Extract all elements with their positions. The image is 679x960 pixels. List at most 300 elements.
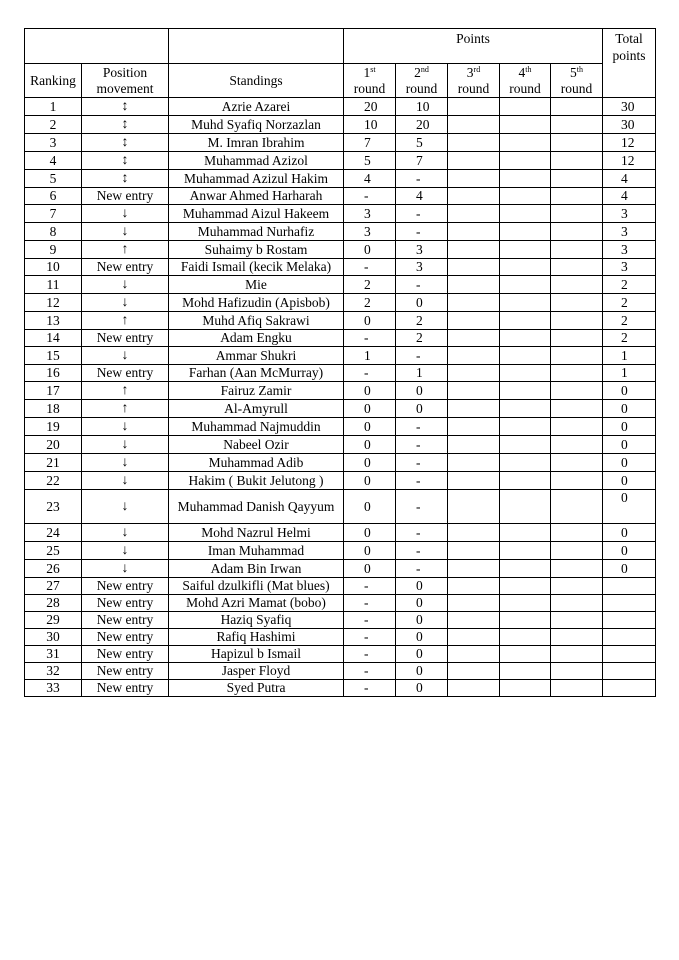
round4-cell: [500, 472, 551, 490]
round2-cell: -: [396, 436, 448, 454]
movement-cell: [82, 472, 169, 490]
total-cell: 30: [603, 98, 656, 116]
rank-cell: 4: [25, 152, 82, 170]
total-cell: [603, 646, 656, 663]
rank-cell: 13: [25, 312, 82, 330]
round4-cell: [500, 595, 551, 612]
round4-cell: [500, 205, 551, 223]
rank-cell: 32: [25, 663, 82, 680]
total-cell: 0: [603, 418, 656, 436]
round1-cell: -: [344, 663, 396, 680]
position-movement-header: Position movement: [82, 64, 169, 98]
rank-cell: 30: [25, 629, 82, 646]
round1-cell: -: [344, 612, 396, 629]
round1-cell: -: [344, 595, 396, 612]
round3-cell: [448, 663, 500, 680]
movement-cell: [82, 294, 169, 312]
round2-cell: -: [396, 542, 448, 560]
name-cell: Mohd Nazrul Helmi: [169, 524, 344, 542]
name-cell: Nabeel Ozir: [169, 436, 344, 454]
table-row: [25, 542, 656, 560]
round3-cell: [448, 418, 500, 436]
round3-cell: [448, 365, 500, 382]
round5-cell: [551, 365, 603, 382]
arrow-up-icon: ↑: [121, 383, 129, 398]
round4-cell: [500, 418, 551, 436]
round3-cell: [448, 134, 500, 152]
round3-cell: [448, 205, 500, 223]
movement-cell: [82, 223, 169, 241]
round3-cell: [448, 294, 500, 312]
movement-cell: New entry: [82, 612, 169, 629]
round3-cell: [448, 152, 500, 170]
name-cell: Mie: [169, 276, 344, 294]
movement-cell: [82, 98, 169, 116]
round1-cell: 7: [344, 134, 396, 152]
name-cell: Fairuz Zamir: [169, 382, 344, 400]
table-row: [25, 454, 656, 472]
round3-cell: [448, 680, 500, 697]
round2-cell: 0: [396, 595, 448, 612]
round3-cell: [448, 347, 500, 365]
table-row: [25, 116, 656, 134]
table-row: [25, 347, 656, 365]
total-cell: 2: [603, 294, 656, 312]
round1-cell: -: [344, 680, 396, 697]
round2-cell: 0: [396, 578, 448, 595]
round3-cell: [448, 524, 500, 542]
table-row: [25, 472, 656, 490]
round1-cell: 0: [344, 490, 396, 524]
rank-cell: 3: [25, 134, 82, 152]
round-header: 1st round: [344, 64, 396, 98]
rank-cell: 1: [25, 98, 82, 116]
round4-cell: [500, 490, 551, 524]
round5-cell: [551, 680, 603, 697]
table-row: [25, 152, 656, 170]
round3-cell: [448, 595, 500, 612]
round2-cell: 4: [396, 188, 448, 205]
arrow-up-icon: ↑: [121, 242, 129, 257]
round1-cell: 10: [344, 116, 396, 134]
round4-cell: [500, 276, 551, 294]
arrow-down-icon: ↓: [121, 543, 129, 558]
round2-cell: 1: [396, 365, 448, 382]
name-cell: Mohd Hafizudin (Apisbob): [169, 294, 344, 312]
rank-cell: 2: [25, 116, 82, 134]
round3-cell: [448, 436, 500, 454]
movement-cell: New entry: [82, 629, 169, 646]
round4-cell: [500, 365, 551, 382]
total-cell: 0: [603, 382, 656, 400]
standings-rows: [25, 98, 656, 697]
arrow-down-icon: ↓: [121, 419, 129, 434]
round3-cell: [448, 259, 500, 276]
name-cell: Haziq Syafiq: [169, 612, 344, 629]
round5-cell: [551, 595, 603, 612]
name-cell: Iman Muhammad: [169, 542, 344, 560]
round2-cell: -: [396, 347, 448, 365]
table-row: [25, 98, 656, 116]
round5-cell: [551, 646, 603, 663]
rank-cell: 24: [25, 524, 82, 542]
total-cell: 30: [603, 116, 656, 134]
rank-cell: 14: [25, 330, 82, 347]
movement-cell: New entry: [82, 646, 169, 663]
movement-cell: [82, 205, 169, 223]
rank-cell: 5: [25, 170, 82, 188]
round1-cell: 0: [344, 436, 396, 454]
round2-cell: 3: [396, 259, 448, 276]
movement-cell: New entry: [82, 595, 169, 612]
round1-cell: 0: [344, 312, 396, 330]
table-row: [25, 524, 656, 542]
round4-cell: [500, 629, 551, 646]
name-cell: Muhd Syafiq Norzazlan: [169, 116, 344, 134]
round5-cell: [551, 188, 603, 205]
rank-cell: 8: [25, 223, 82, 241]
total-cell: 2: [603, 276, 656, 294]
round3-cell: [448, 612, 500, 629]
arrow-down-icon: ↓: [121, 473, 129, 488]
table-row: [25, 560, 656, 578]
round2-cell: -: [396, 223, 448, 241]
round3-cell: [448, 188, 500, 205]
header-row-bottom: [25, 64, 656, 98]
round5-cell: [551, 330, 603, 347]
round5-cell: [551, 259, 603, 276]
round1-cell: 2: [344, 276, 396, 294]
round2-cell: -: [396, 472, 448, 490]
header-row-top: [25, 29, 656, 64]
arrow-down-icon: ↓: [121, 525, 129, 540]
table-row: [25, 365, 656, 382]
round1-cell: 0: [344, 560, 396, 578]
round4-cell: [500, 524, 551, 542]
rank-cell: 18: [25, 400, 82, 418]
name-cell: M. Imran Ibrahim: [169, 134, 344, 152]
total-cell: [603, 680, 656, 697]
round4-cell: [500, 98, 551, 116]
round5-cell: [551, 454, 603, 472]
round5-cell: [551, 347, 603, 365]
rank-cell: 10: [25, 259, 82, 276]
round4-cell: [500, 188, 551, 205]
name-cell: Ammar Shukri: [169, 347, 344, 365]
rank-cell: 17: [25, 382, 82, 400]
standings-header: Standings: [169, 64, 344, 98]
rank-cell: 25: [25, 542, 82, 560]
round2-cell: 0: [396, 382, 448, 400]
round4-cell: [500, 134, 551, 152]
total-cell: 0: [603, 490, 656, 524]
arrow-up-icon: ↑: [121, 313, 129, 328]
movement-cell: [82, 382, 169, 400]
movement-cell: [82, 347, 169, 365]
total-cell: 2: [603, 330, 656, 347]
round3-cell: [448, 578, 500, 595]
round-header: 5th round: [551, 64, 603, 98]
round4-cell: [500, 612, 551, 629]
movement-cell: New entry: [82, 365, 169, 382]
round-header: 4th round: [500, 64, 551, 98]
table-row: [25, 241, 656, 259]
round5-cell: [551, 116, 603, 134]
total-cell: 4: [603, 170, 656, 188]
arrow-down-icon: ↓: [121, 224, 129, 239]
round2-cell: 2: [396, 312, 448, 330]
name-cell: Mohd Azri Mamat (bobo): [169, 595, 344, 612]
table-row: [25, 223, 656, 241]
total-cell: 12: [603, 134, 656, 152]
round1-cell: 0: [344, 382, 396, 400]
name-cell: Hapizul b Ismail: [169, 646, 344, 663]
total-cell: 4: [603, 188, 656, 205]
round5-cell: [551, 436, 603, 454]
table-row: [25, 663, 656, 680]
round3-cell: [448, 98, 500, 116]
rank-cell: 27: [25, 578, 82, 595]
round3-cell: [448, 382, 500, 400]
round2-cell: -: [396, 490, 448, 524]
round5-cell: [551, 612, 603, 629]
name-cell: Adam Bin Irwan: [169, 560, 344, 578]
round1-cell: -: [344, 629, 396, 646]
round2-cell: 7: [396, 152, 448, 170]
table-row: [25, 400, 656, 418]
header-blank-standings: [169, 29, 344, 64]
round2-cell: 0: [396, 629, 448, 646]
standings-table: [24, 28, 656, 697]
rank-cell: 11: [25, 276, 82, 294]
round5-cell: [551, 223, 603, 241]
round1-cell: 0: [344, 472, 396, 490]
movement-cell: New entry: [82, 578, 169, 595]
total-cell: 2: [603, 312, 656, 330]
movement-cell: [82, 436, 169, 454]
movement-cell: [82, 116, 169, 134]
round4-cell: [500, 241, 551, 259]
name-cell: Suhaimy b Rostam: [169, 241, 344, 259]
round3-cell: [448, 400, 500, 418]
table-row: [25, 170, 656, 188]
table-row: [25, 578, 656, 595]
movement-cell: [82, 400, 169, 418]
movement-cell: New entry: [82, 663, 169, 680]
movement-cell: [82, 560, 169, 578]
round1-cell: 5: [344, 152, 396, 170]
name-cell: Muhammad Aizul Hakeem: [169, 205, 344, 223]
movement-cell: [82, 152, 169, 170]
movement-cell: New entry: [82, 680, 169, 697]
total-cell: 3: [603, 205, 656, 223]
arrow-down-icon: ↓: [121, 455, 129, 470]
round1-cell: 2: [344, 294, 396, 312]
table-row: [25, 134, 656, 152]
round4-cell: [500, 347, 551, 365]
arrow-down-icon: ↓: [121, 499, 129, 514]
total-cell: 0: [603, 524, 656, 542]
round4-cell: [500, 170, 551, 188]
table-row: [25, 259, 656, 276]
total-cell: [603, 578, 656, 595]
round-header: 3rd round: [448, 64, 500, 98]
round1-cell: 0: [344, 418, 396, 436]
rank-cell: 16: [25, 365, 82, 382]
round3-cell: [448, 241, 500, 259]
table-row: [25, 418, 656, 436]
rank-cell: 23: [25, 490, 82, 524]
round2-cell: 0: [396, 680, 448, 697]
round1-cell: 0: [344, 524, 396, 542]
round5-cell: [551, 629, 603, 646]
table-row: [25, 629, 656, 646]
name-cell: Muhammad Azizol: [169, 152, 344, 170]
rank-cell: 12: [25, 294, 82, 312]
round5-cell: [551, 98, 603, 116]
round2-cell: -: [396, 524, 448, 542]
name-cell: Muhd Afiq Sakrawi: [169, 312, 344, 330]
round5-cell: [551, 663, 603, 680]
table-row: [25, 646, 656, 663]
round3-cell: [448, 223, 500, 241]
movement-cell: [82, 134, 169, 152]
movement-cell: [82, 241, 169, 259]
round4-cell: [500, 400, 551, 418]
round1-cell: 4: [344, 170, 396, 188]
rank-cell: 7: [25, 205, 82, 223]
round2-cell: 0: [396, 400, 448, 418]
round5-cell: [551, 542, 603, 560]
arrow-down-icon: ↓: [121, 348, 129, 363]
total-cell: 0: [603, 542, 656, 560]
round4-cell: [500, 680, 551, 697]
round2-cell: 20: [396, 116, 448, 134]
name-cell: Muhammad Najmuddin: [169, 418, 344, 436]
round4-cell: [500, 259, 551, 276]
round4-cell: [500, 663, 551, 680]
movement-cell: [82, 490, 169, 524]
table-row: [25, 276, 656, 294]
rank-cell: 19: [25, 418, 82, 436]
round5-cell: [551, 560, 603, 578]
movement-cell: [82, 418, 169, 436]
round5-cell: [551, 152, 603, 170]
round5-cell: [551, 294, 603, 312]
round3-cell: [448, 629, 500, 646]
movement-cell: [82, 312, 169, 330]
total-cell: 0: [603, 560, 656, 578]
round2-cell: 5: [396, 134, 448, 152]
movement-cell: [82, 170, 169, 188]
table-row: [25, 188, 656, 205]
round3-cell: [448, 560, 500, 578]
arrow-updown-icon: ↕: [121, 153, 129, 168]
name-cell: Saiful dzulkifli (Mat blues): [169, 578, 344, 595]
round5-cell: [551, 382, 603, 400]
table-row: [25, 612, 656, 629]
round1-cell: 0: [344, 542, 396, 560]
total-cell: 3: [603, 241, 656, 259]
round4-cell: [500, 294, 551, 312]
round4-cell: [500, 152, 551, 170]
round2-cell: 0: [396, 612, 448, 629]
rank-cell: 22: [25, 472, 82, 490]
table-row: [25, 330, 656, 347]
round3-cell: [448, 472, 500, 490]
rank-cell: 20: [25, 436, 82, 454]
total-cell: 12: [603, 152, 656, 170]
table-row: [25, 382, 656, 400]
movement-cell: [82, 454, 169, 472]
movement-cell: [82, 542, 169, 560]
name-cell: Hakim ( Bukit Jelutong ): [169, 472, 344, 490]
round2-cell: -: [396, 205, 448, 223]
table-row: [25, 595, 656, 612]
round-header: 2nd round: [396, 64, 448, 98]
round5-cell: [551, 276, 603, 294]
rank-cell: 9: [25, 241, 82, 259]
total-cell: [603, 663, 656, 680]
round2-cell: 0: [396, 663, 448, 680]
round4-cell: [500, 330, 551, 347]
round1-cell: 0: [344, 241, 396, 259]
round5-cell: [551, 134, 603, 152]
total-cell: [603, 629, 656, 646]
movement-cell: New entry: [82, 188, 169, 205]
name-cell: Faidi Ismail (kecik Melaka): [169, 259, 344, 276]
round2-cell: 2: [396, 330, 448, 347]
round5-cell: [551, 578, 603, 595]
round2-cell: 3: [396, 241, 448, 259]
arrow-down-icon: ↓: [121, 561, 129, 576]
round3-cell: [448, 490, 500, 524]
round2-cell: 10: [396, 98, 448, 116]
table-row: [25, 312, 656, 330]
total-cell: [603, 595, 656, 612]
rank-cell: 21: [25, 454, 82, 472]
round1-cell: 1: [344, 347, 396, 365]
round5-cell: [551, 170, 603, 188]
round4-cell: [500, 578, 551, 595]
total-cell: 0: [603, 454, 656, 472]
round4-cell: [500, 223, 551, 241]
round1-cell: -: [344, 646, 396, 663]
table-row: [25, 205, 656, 223]
name-cell: Muhammad Adib: [169, 454, 344, 472]
round1-cell: 3: [344, 223, 396, 241]
table-row: [25, 680, 656, 697]
arrow-down-icon: ↓: [121, 437, 129, 452]
name-cell: Rafiq Hashimi: [169, 629, 344, 646]
round1-cell: 0: [344, 454, 396, 472]
round5-cell: [551, 524, 603, 542]
round4-cell: [500, 454, 551, 472]
round1-cell: -: [344, 578, 396, 595]
name-cell: Azrie Azarei: [169, 98, 344, 116]
round5-cell: [551, 472, 603, 490]
round2-cell: -: [396, 560, 448, 578]
total-points-header: Total points: [603, 29, 656, 98]
name-cell: Adam Engku: [169, 330, 344, 347]
round2-cell: -: [396, 418, 448, 436]
round1-cell: -: [344, 259, 396, 276]
table-row: [25, 294, 656, 312]
round4-cell: [500, 560, 551, 578]
total-cell: 3: [603, 223, 656, 241]
round3-cell: [448, 276, 500, 294]
round2-cell: 0: [396, 294, 448, 312]
